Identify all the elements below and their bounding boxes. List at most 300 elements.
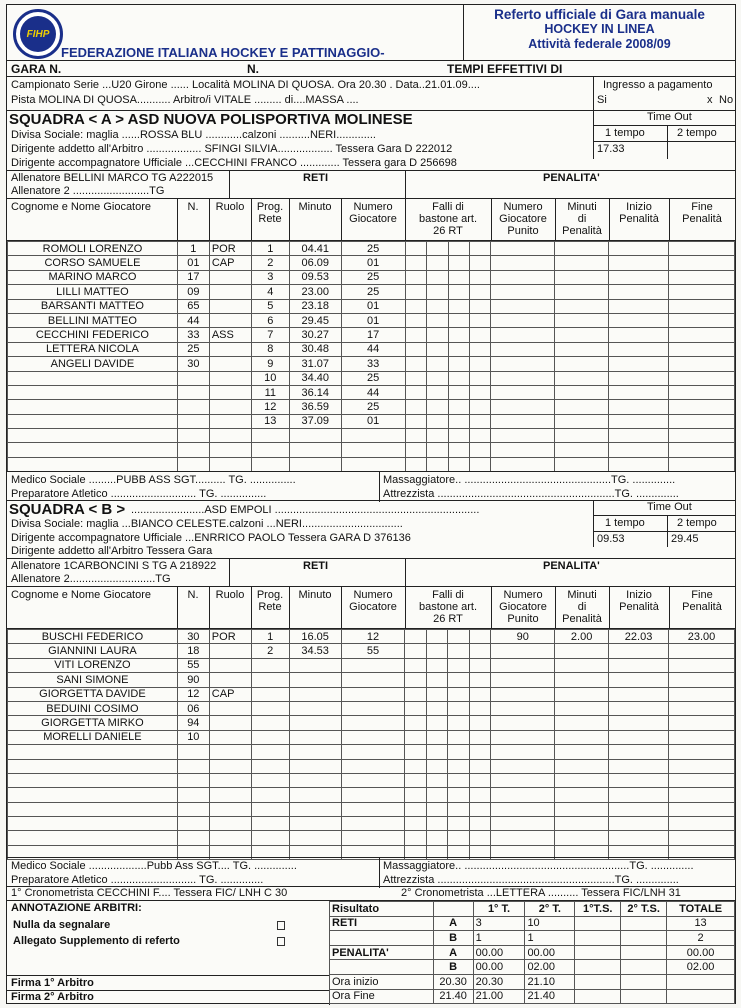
table-cell — [469, 270, 490, 284]
table-cell — [426, 658, 447, 672]
table-cell: 16.05 — [289, 630, 341, 644]
results-cell: 2° T.S. — [621, 902, 667, 917]
table-cell — [251, 457, 289, 471]
table-cell — [469, 414, 490, 428]
table-cell — [555, 457, 609, 471]
table-cell — [405, 745, 426, 759]
table-cell — [448, 385, 469, 399]
table-cell — [669, 328, 735, 342]
header — [7, 5, 735, 61]
table-cell: 30 — [177, 630, 209, 644]
table-cell — [209, 357, 251, 371]
table-cell — [448, 701, 469, 715]
results-cell: 1° T. — [473, 902, 525, 917]
table-cell — [341, 831, 405, 845]
table-cell — [341, 701, 405, 715]
table-cell — [427, 385, 448, 399]
table-cell — [177, 745, 209, 759]
table-cell — [341, 788, 405, 802]
table-cell — [555, 831, 609, 845]
table-cell — [469, 285, 490, 299]
table-cell — [491, 788, 555, 802]
table-cell — [448, 716, 469, 730]
results-cell: TOTALE — [667, 902, 735, 917]
team-a-t2-label: 2 tempo — [677, 127, 717, 139]
table-cell: 30.27 — [289, 328, 341, 342]
table-cell — [405, 687, 426, 701]
table-cell — [555, 414, 609, 428]
table-row — [8, 457, 735, 471]
team-a-allenatore: Allenatore BELLINI MARCO TG A222015 — [11, 172, 214, 184]
table-cell — [8, 385, 178, 399]
ingresso-no: No — [719, 94, 734, 106]
table-cell — [341, 730, 405, 744]
table-cell — [209, 759, 251, 773]
results-cell: 00.00 — [667, 945, 735, 960]
table-cell: 25 — [341, 285, 405, 299]
column-header: Minuto — [298, 589, 332, 601]
table-cell: 10 — [177, 730, 209, 744]
crono2: 2° Cronometrista ...LETTERA .......... Tessera FIC/LNH 31 — [401, 887, 681, 899]
table-row — [8, 630, 735, 644]
table-row — [8, 673, 735, 687]
table-cell — [426, 701, 447, 715]
table-cell — [251, 831, 289, 845]
table-cell: 2.00 — [555, 630, 609, 644]
table-row — [8, 342, 735, 356]
results-row — [330, 989, 735, 1004]
table-cell — [555, 299, 609, 313]
table-row — [8, 256, 735, 270]
table-cell: 17 — [341, 328, 405, 342]
nulla-label: Nulla da segnalare — [13, 919, 111, 931]
table-cell — [669, 817, 735, 831]
team-b-penalita-header: PENALITA' — [543, 560, 600, 572]
table-cell — [426, 802, 447, 816]
ingresso-si: Si — [597, 94, 607, 106]
column-header: Falli di bastone art. 26 RT — [418, 589, 478, 625]
table-cell: GIANNINI LAURA — [8, 644, 178, 658]
table-cell: 12 — [341, 630, 405, 644]
table-cell — [448, 802, 469, 816]
table-cell — [209, 270, 251, 284]
table-cell — [427, 299, 448, 313]
table-cell — [491, 371, 555, 385]
table-cell — [555, 817, 609, 831]
table-cell — [669, 687, 735, 701]
table-cell — [448, 299, 469, 313]
table-cell — [405, 385, 426, 399]
table-cell — [405, 256, 426, 270]
table-cell — [448, 644, 469, 658]
table-cell — [669, 644, 735, 658]
team-b-divisa: Divisa Sociale: maglia ...BIANCO CELESTE.calzoni ...NERI................................. — [11, 518, 403, 530]
table-cell — [669, 443, 735, 457]
team-b-reti-header: RETI — [303, 560, 329, 572]
table-cell — [427, 457, 448, 471]
table-cell — [669, 759, 735, 773]
column-header: Numero Giocatore — [349, 201, 397, 225]
table-cell: 1 — [177, 242, 209, 256]
table-cell — [177, 371, 209, 385]
team-b-medico: Medico Sociale ...................Pubb Ass SGT.... TG. .............. — [11, 860, 297, 872]
table-cell: 3 — [251, 270, 289, 284]
table-cell — [491, 817, 555, 831]
table-cell: 06.09 — [289, 256, 341, 270]
table-cell — [209, 385, 251, 399]
table-cell — [609, 457, 669, 471]
table-cell — [251, 745, 289, 759]
table-cell — [669, 371, 735, 385]
table-cell — [609, 328, 669, 342]
table-cell — [426, 716, 447, 730]
table-cell — [609, 414, 669, 428]
table-row — [8, 759, 735, 773]
table-cell — [427, 328, 448, 342]
results-cell — [575, 989, 621, 1004]
table-cell — [251, 673, 289, 687]
table-cell — [669, 730, 735, 744]
table-cell — [209, 644, 251, 658]
table-cell — [177, 802, 209, 816]
table-cell — [555, 716, 609, 730]
table-row — [8, 687, 735, 701]
table-cell — [427, 342, 448, 356]
table-cell — [469, 817, 490, 831]
team-a-reti-header: RETI — [303, 172, 329, 184]
table-cell: 6 — [251, 313, 289, 327]
table-cell: MARINO MARCO — [8, 270, 178, 284]
table-cell — [469, 429, 490, 443]
table-cell — [555, 687, 609, 701]
results-row — [330, 902, 735, 917]
table-row — [8, 270, 735, 284]
table-cell — [177, 831, 209, 845]
table-cell — [669, 313, 735, 327]
table-cell — [427, 313, 448, 327]
table-cell — [609, 313, 669, 327]
results-cell: 2° T. — [525, 902, 575, 917]
table-cell — [405, 831, 426, 845]
table-cell: 44 — [177, 313, 209, 327]
table-row — [8, 299, 735, 313]
table-cell — [555, 400, 609, 414]
results-cell: A — [433, 916, 473, 931]
table-cell — [209, 773, 251, 787]
table-cell — [8, 371, 178, 385]
table-cell — [426, 730, 447, 744]
table-cell — [555, 342, 609, 356]
table-cell: POR — [209, 630, 251, 644]
table-cell — [251, 730, 289, 744]
team-a-allenatore2: Allenatore 2 .........................TG — [11, 185, 165, 197]
table-cell — [609, 687, 669, 701]
table-cell — [427, 429, 448, 443]
table-cell — [491, 299, 555, 313]
table-cell: BUSCHI FEDERICO — [8, 630, 178, 644]
column-header: Ruolo — [215, 201, 245, 213]
table-cell — [341, 673, 405, 687]
crono1: 1° Cronometrista CECCHINI F.... Tessera FIC/ LNH C 30 — [11, 887, 288, 899]
results-cell: 21.10 — [525, 974, 575, 989]
table-cell — [341, 773, 405, 787]
table-cell — [669, 429, 735, 443]
table-cell — [251, 759, 289, 773]
table-cell — [405, 658, 426, 672]
table-cell — [669, 385, 735, 399]
table-cell: 25 — [341, 371, 405, 385]
table-cell — [341, 429, 405, 443]
table-cell — [209, 658, 251, 672]
column-header: Numero Giocatore — [349, 589, 397, 613]
table-cell: CORSO SAMUELE — [8, 256, 178, 270]
table-cell: 7 — [251, 328, 289, 342]
table-cell — [426, 788, 447, 802]
table-cell: 10 — [251, 371, 289, 385]
team-b-t1-label: 1 tempo — [605, 517, 645, 529]
table-cell — [469, 357, 490, 371]
team-b-preparatore: Preparatore Atletico ............................ TG. .............. — [11, 874, 264, 886]
table-cell — [341, 745, 405, 759]
table-cell — [491, 285, 555, 299]
table-cell — [426, 745, 447, 759]
table-cell — [177, 759, 209, 773]
table-cell — [469, 328, 490, 342]
team-b-timeout-label: Time Out — [647, 501, 692, 513]
column-header: Falli di bastone art. 26 RT — [418, 201, 478, 237]
table-cell — [555, 313, 609, 327]
team-a-preparatore: Preparatore Atletico ............................ TG. ............... — [11, 488, 267, 500]
table-cell — [555, 285, 609, 299]
column-header: Fine Penalità — [682, 201, 722, 225]
table-cell — [669, 256, 735, 270]
table-cell — [209, 313, 251, 327]
table-cell — [469, 385, 490, 399]
table-cell: 44 — [341, 342, 405, 356]
report-line2: HOCKEY IN LINEA — [544, 22, 655, 36]
results-cell: RETI — [330, 916, 434, 931]
table-cell — [555, 357, 609, 371]
results-cell: 00.00 — [525, 945, 575, 960]
table-cell — [209, 342, 251, 356]
results-cell — [621, 931, 667, 946]
table-cell — [448, 371, 469, 385]
table-cell — [405, 759, 426, 773]
table-cell — [341, 443, 405, 457]
table-cell: CECCHINI FEDERICO — [8, 328, 178, 342]
table-cell: LETTERA NICOLA — [8, 342, 178, 356]
table-cell — [469, 242, 490, 256]
results-cell — [433, 902, 473, 917]
table-cell — [491, 773, 555, 787]
table-cell: 90 — [177, 673, 209, 687]
table-cell — [469, 443, 490, 457]
table-cell — [427, 256, 448, 270]
nulla-checkbox[interactable] — [277, 921, 285, 930]
table-cell — [555, 328, 609, 342]
team-a-penalita-header: PENALITA' — [543, 172, 600, 184]
table-cell — [405, 342, 426, 356]
table-cell — [209, 285, 251, 299]
gara-n-label: N. — [247, 62, 259, 76]
table-cell — [289, 673, 341, 687]
table-cell — [448, 745, 469, 759]
table-cell — [555, 429, 609, 443]
table-cell — [491, 328, 555, 342]
table-cell — [405, 701, 426, 715]
table-row — [8, 414, 735, 428]
table-cell — [448, 328, 469, 342]
logo-text: FIHP — [20, 16, 56, 52]
table-cell — [8, 773, 178, 787]
table-cell — [469, 313, 490, 327]
table-row — [8, 644, 735, 658]
table-cell — [448, 457, 469, 471]
results-cell: Risultato — [330, 902, 434, 917]
table-cell — [448, 342, 469, 356]
table-cell — [209, 443, 251, 457]
table-cell — [405, 817, 426, 831]
table-cell — [555, 385, 609, 399]
results-cell — [621, 960, 667, 975]
table-cell — [469, 802, 490, 816]
table-cell — [491, 687, 555, 701]
table-cell — [8, 745, 178, 759]
table-cell — [209, 429, 251, 443]
results-cell: 10 — [525, 916, 575, 931]
table-cell — [491, 270, 555, 284]
table-cell — [609, 658, 669, 672]
table-cell — [177, 457, 209, 471]
table-cell — [426, 773, 447, 787]
table-cell — [289, 687, 341, 701]
team-b-table — [7, 629, 735, 860]
table-cell: 5 — [251, 299, 289, 313]
team-b-t2-label: 2 tempo — [677, 517, 717, 529]
results-cell: Ora inizio — [330, 974, 434, 989]
table-cell — [8, 457, 178, 471]
table-cell — [8, 443, 178, 457]
column-header: Numero Giocatore Punito — [499, 589, 547, 625]
table-cell — [448, 285, 469, 299]
federation-name: FEDERAZIONE ITALIANA HOCKEY E PATTINAGGIO- — [61, 45, 385, 60]
table-cell — [491, 759, 555, 773]
table-cell — [8, 400, 178, 414]
ingresso-x: x — [707, 94, 713, 106]
table-cell — [555, 730, 609, 744]
team-a-dirigente-accomp: Dirigente accompagnatore Ufficiale ...CECCHINI FRANCO ............. Tessera gara D 256698 — [11, 157, 457, 169]
column-header: N. — [187, 589, 199, 601]
table-cell: 04.41 — [289, 242, 341, 256]
table-cell — [555, 773, 609, 787]
table-cell — [448, 242, 469, 256]
table-cell: 31.07 — [289, 357, 341, 371]
table-cell — [405, 802, 426, 816]
table-cell — [609, 701, 669, 715]
table-cell — [469, 299, 490, 313]
table-cell: 29.45 — [289, 313, 341, 327]
results-cell — [330, 960, 434, 975]
table-cell: 30 — [177, 357, 209, 371]
table-cell — [448, 773, 469, 787]
table-cell — [491, 673, 555, 687]
table-cell — [209, 831, 251, 845]
report-title — [463, 5, 735, 61]
table-cell — [609, 242, 669, 256]
table-cell: 44 — [341, 385, 405, 399]
table-cell — [405, 716, 426, 730]
table-cell: 25 — [341, 270, 405, 284]
table-row — [8, 817, 735, 831]
column-header: N. — [187, 201, 199, 213]
results-cell — [575, 974, 621, 989]
table-cell: 4 — [251, 285, 289, 299]
table-cell: MORELLI DANIELE — [8, 730, 178, 744]
table-cell: 90 — [491, 630, 555, 644]
table-row — [8, 313, 735, 327]
table-cell — [209, 414, 251, 428]
table-cell — [669, 831, 735, 845]
table-cell — [609, 285, 669, 299]
table-cell — [251, 788, 289, 802]
results-cell: 1 — [473, 931, 525, 946]
firma2-label: Firma 2° Arbitro — [11, 991, 94, 1003]
table-cell — [177, 788, 209, 802]
column-header: Minuti di Penalità — [562, 589, 602, 625]
table-cell: GIORGETTA DAVIDE — [8, 687, 178, 701]
table-cell — [289, 788, 341, 802]
table-cell: 01 — [341, 313, 405, 327]
table-cell — [341, 658, 405, 672]
table-cell — [426, 673, 447, 687]
results-cell: 21.40 — [433, 989, 473, 1004]
table-cell — [669, 242, 735, 256]
table-cell: 12 — [177, 687, 209, 701]
results-cell: Ora Fine — [330, 989, 434, 1004]
table-cell — [405, 299, 426, 313]
gara-label: GARA N. — [11, 62, 62, 76]
table-cell — [405, 429, 426, 443]
table-cell — [448, 817, 469, 831]
table-cell — [427, 285, 448, 299]
table-cell — [289, 759, 341, 773]
table-cell — [491, 400, 555, 414]
table-row — [8, 802, 735, 816]
results-cell — [621, 916, 667, 931]
allegato-checkbox[interactable] — [277, 937, 285, 946]
table-cell — [405, 242, 426, 256]
table-cell — [209, 299, 251, 313]
column-header: Cognome e Nome Giocatore — [11, 201, 152, 213]
team-a-divisa: Divisa Sociale: maglia ......ROSSA BLU ............calzoni ..........NERI............. — [11, 129, 376, 141]
cronometristi-row — [7, 887, 735, 901]
column-header: Cognome e Nome Giocatore — [11, 589, 152, 601]
table-cell — [609, 385, 669, 399]
team-b-dirigente-accomp: Dirigente accompagnatore Ufficiale ...ENRRICO PAOLO Tessera GARA D 376136 — [11, 532, 411, 544]
results-cell: PENALITA' — [330, 945, 434, 960]
results-cell: 3 — [473, 916, 525, 931]
table-cell — [609, 400, 669, 414]
results-cell — [575, 931, 621, 946]
table-cell — [555, 701, 609, 715]
table-cell — [251, 701, 289, 715]
table-cell — [669, 716, 735, 730]
table-cell — [491, 745, 555, 759]
table-cell: 01 — [341, 299, 405, 313]
table-cell — [405, 773, 426, 787]
table-cell — [609, 371, 669, 385]
results-cell — [621, 989, 667, 1004]
